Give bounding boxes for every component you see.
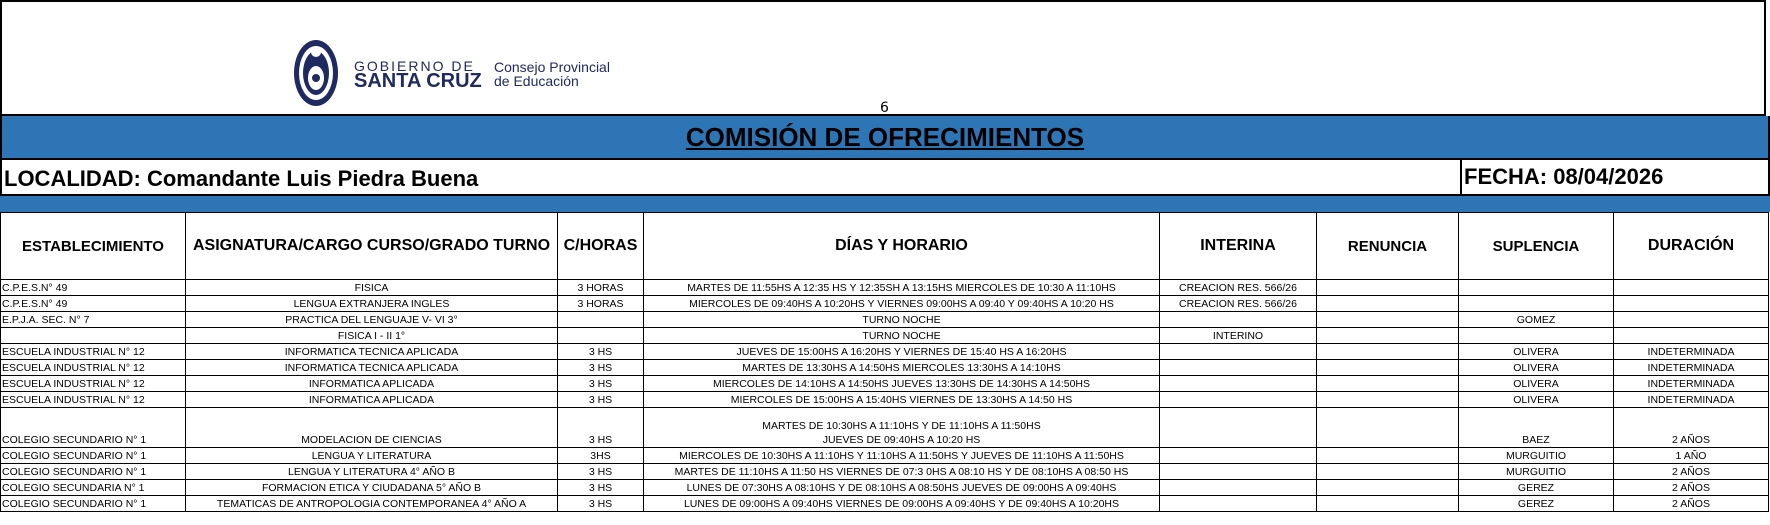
col-suplencia: SUPLENCIA: [1459, 213, 1614, 280]
cell-suplencia: BAEZ: [1459, 408, 1614, 448]
cell-horas: [558, 312, 644, 328]
cell-horas: 3 HS: [558, 344, 644, 360]
cell-renuncia: [1317, 496, 1459, 512]
gobierno-text: GOBIERNO DE: [354, 58, 475, 74]
cell-suplencia: OLIVERA: [1459, 392, 1614, 408]
cell-renuncia: [1317, 464, 1459, 480]
cell-horas: 3 HORAS: [558, 280, 644, 296]
cell-horas: 3 HS: [558, 496, 644, 512]
cell-dias-horario: TURNO NOCHE: [644, 328, 1160, 344]
cell-dias-horario: MIERCOLES DE 15:00HS A 15:40HS VIERNES DE 13:30HS A 14:50 HS: [644, 392, 1160, 408]
cell-interina: [1160, 496, 1317, 512]
cell-interina: INTERINO: [1160, 328, 1317, 344]
cell-asignatura: MODELACION DE CIENCIAS: [186, 408, 558, 448]
cell-establecimiento: COLEGIO SECUNDARIO N° 1: [1, 464, 186, 480]
cell-renuncia: [1317, 448, 1459, 464]
fecha-cell: [1460, 160, 1770, 194]
cell-suplencia: GEREZ: [1459, 480, 1614, 496]
consejo-text: Consejo Provincial: [494, 59, 610, 75]
cell-duracion: [1614, 312, 1769, 328]
cell-interina: [1160, 464, 1317, 480]
cell-suplencia: GOMEZ: [1459, 312, 1614, 328]
cell-duracion: [1614, 280, 1769, 296]
cell-dias-horario: MIERCOLES DE 14:10HS A 14:50HS JUEVES 13:30HS DE 14:30HS A 14:50HS: [644, 376, 1160, 392]
cell-asignatura: INFORMATICA APLICADA: [186, 392, 558, 408]
cell-establecimiento: ESCUELA INDUSTRIAL N° 12: [1, 344, 186, 360]
table-row: [1, 408, 1769, 448]
cell-suplencia: OLIVERA: [1459, 344, 1614, 360]
cell-dias-horario: JUEVES DE 15:00HS A 16:20HS Y VIERNES DE 15:40 HS A 16:20HS: [644, 344, 1160, 360]
cell-establecimiento: E.P.J.A. SEC. N° 7: [1, 312, 186, 328]
cell-asignatura: PRACTICA DEL LENGUAJE V- VI 3°: [186, 312, 558, 328]
table-body: [1, 280, 1769, 512]
localidad-row: [0, 158, 1770, 196]
cell-horas: 3 HS: [558, 464, 644, 480]
cell-duracion: INDETERMINADA: [1614, 392, 1769, 408]
cell-dias-horario: MIERCOLES DE 10:30HS A 11:10HS Y 11:10HS A 11:50HS Y JUEVES DE 11:10HS A 11:50HS: [644, 448, 1160, 464]
cell-suplencia: OLIVERA: [1459, 376, 1614, 392]
fecha-label: FECHA: 08/04/2026: [1464, 164, 1664, 189]
cell-renuncia: [1317, 392, 1459, 408]
cell-horas: 3 HS: [558, 480, 644, 496]
cell-asignatura: INFORMATICA APLICADA: [186, 376, 558, 392]
col-interina: INTERINA: [1160, 213, 1317, 280]
cell-asignatura: INFORMATICA TECNICA APLICADA: [186, 344, 558, 360]
cell-asignatura: LENGUA Y LITERATURA 4° AÑO B: [186, 464, 558, 480]
cell-interina: [1160, 344, 1317, 360]
col-renuncia: RENUNCIA: [1317, 213, 1459, 280]
col-duracion: DURACIÓN: [1614, 213, 1769, 280]
cell-horas: 3 HS: [558, 360, 644, 376]
cell-duracion: 2 AÑOS: [1614, 496, 1769, 512]
cell-suplencia: MURGUITIO: [1459, 464, 1614, 480]
cell-dias-horario: LUNES DE 09:00HS A 09:40HS VIERNES DE 09:00HS A 09:40HS Y DE 09:40HS A 10:20HS: [644, 496, 1160, 512]
cell-establecimiento: COLEGIO SECUNDARIO N° 1: [1, 496, 186, 512]
col-horas: C/HORAS: [558, 213, 644, 280]
cell-horas: 3HS: [558, 448, 644, 464]
cell-interina: [1160, 360, 1317, 376]
title-bar: [0, 116, 1770, 158]
cell-interina: [1160, 408, 1317, 448]
cell-dias-horario: LUNES DE 07:30HS A 08:10HS Y DE 08:10HS A 08:50HS JUEVES DE 09:00HS A 09:40HS: [644, 480, 1160, 496]
table-row: [1, 480, 1769, 496]
cell-dias-horario: MARTES DE 11:10HS A 11:50 HS VIERNES DE 07:3 0HS A 08:10 HS Y DE 08:10HS A 08:50 HS: [644, 464, 1160, 480]
table-row: [1, 296, 1769, 312]
table-row: [1, 312, 1769, 328]
cell-asignatura: INFORMATICA TECNICA APLICADA: [186, 360, 558, 376]
cell-suplencia: GEREZ: [1459, 496, 1614, 512]
cell-suplencia: OLIVERA: [1459, 360, 1614, 376]
cell-dias-horario: MARTES DE 13:30HS A 14:50HS MIERCOLES 13:30HS A 14:10HS: [644, 360, 1160, 376]
cell-asignatura: TEMATICAS DE ANTROPOLOGIA CONTEMPORANEA 4° AÑO A: [186, 496, 558, 512]
cell-horas: 3 HS: [558, 376, 644, 392]
col-asignatura: ASIGNATURA/CARGO CURSO/GRADO TURNO: [186, 213, 558, 280]
cell-renuncia: [1317, 296, 1459, 312]
cell-duracion: INDETERMINADA: [1614, 360, 1769, 376]
cell-establecimiento: [1, 328, 186, 344]
separator-strip: [0, 196, 1770, 212]
cell-duracion: INDETERMINADA: [1614, 376, 1769, 392]
cell-renuncia: [1317, 312, 1459, 328]
cell-establecimiento: C.P.E.S.N° 49: [1, 280, 186, 296]
santa-cruz-text: SANTA CRUZ: [354, 70, 482, 92]
cell-asignatura: LENGUA EXTRANJERA INGLES: [186, 296, 558, 312]
col-establecimiento: ESTABLECIMIENTO: [1, 213, 186, 280]
cell-duracion: [1614, 328, 1769, 344]
cell-dias-horario: MARTES DE 10:30HS A 11:10HS Y DE 11:10HS A 11:50HS JUEVES DE 09:40HS A 10:20 HS: [644, 408, 1160, 448]
table-row: [1, 496, 1769, 512]
cell-duracion: 1 AÑO: [1614, 448, 1769, 464]
educacion-text: de Educación: [494, 73, 579, 89]
cell-renuncia: [1317, 408, 1459, 448]
table-row: [1, 344, 1769, 360]
cell-duracion: 2 AÑOS: [1614, 408, 1769, 448]
cell-dias-horario: MARTES DE 11:55HS A 12:35 HS Y 12:35SH A 13:15HS MIERCOLES DE 10:30 A 11:10HS: [644, 280, 1160, 296]
cell-establecimiento: COLEGIO SECUNDARIO N° 1: [1, 448, 186, 464]
col-dias-horario: DÍAS Y HORARIO: [644, 213, 1160, 280]
table-row: [1, 328, 1769, 344]
cell-renuncia: [1317, 280, 1459, 296]
table-row: [1, 464, 1769, 480]
cell-suplencia: [1459, 280, 1614, 296]
cell-duracion: 2 AÑOS: [1614, 480, 1769, 496]
cell-suplencia: MURGUITIO: [1459, 448, 1614, 464]
cell-renuncia: [1317, 344, 1459, 360]
cell-establecimiento: ESCUELA INDUSTRIAL N° 12: [1, 392, 186, 408]
cell-establecimiento: COLEGIO SECUNDARIO N° 1: [1, 408, 186, 448]
cell-interina: CREACION RES. 566/26: [1160, 296, 1317, 312]
cell-interina: [1160, 312, 1317, 328]
cell-horas: 3 HS: [558, 408, 644, 448]
page-number: 6: [880, 100, 889, 116]
table-row: [1, 360, 1769, 376]
table-row: [1, 376, 1769, 392]
cell-renuncia: [1317, 360, 1459, 376]
province-seal-logo: [292, 38, 340, 108]
cell-horas: 3 HS: [558, 392, 644, 408]
table-row: [1, 280, 1769, 296]
cell-interina: [1160, 480, 1317, 496]
cell-interina: [1160, 448, 1317, 464]
cell-duracion: [1614, 296, 1769, 312]
cell-establecimiento: COLEGIO SECUNDARIA N° 1: [1, 480, 186, 496]
cell-interina: [1160, 376, 1317, 392]
cell-interina: [1160, 392, 1317, 408]
cell-establecimiento: C.P.E.S.N° 49: [1, 296, 186, 312]
cell-asignatura: FORMACION ETICA Y CIUDADANA 5° AÑO B: [186, 480, 558, 496]
cell-establecimiento: ESCUELA INDUSTRIAL N° 12: [1, 360, 186, 376]
localidad-label: LOCALIDAD: Comandante Luis Piedra Buena: [4, 166, 479, 191]
table-header-row: [1, 213, 1769, 280]
cell-dias-horario: TURNO NOCHE: [644, 312, 1160, 328]
cell-interina: CREACION RES. 566/26: [1160, 280, 1317, 296]
letterhead: [0, 0, 1766, 116]
table-row: [1, 392, 1769, 408]
page-title: COMISIÓN DE OFRECIMIENTOS: [685, 122, 1085, 152]
cell-horas: [558, 328, 644, 344]
cell-duracion: INDETERMINADA: [1614, 344, 1769, 360]
cell-renuncia: [1317, 328, 1459, 344]
cell-asignatura: FISICA I - II 1°: [186, 328, 558, 344]
cell-renuncia: [1317, 480, 1459, 496]
cell-renuncia: [1317, 376, 1459, 392]
cell-suplencia: [1459, 328, 1614, 344]
cell-dias-horario: MIERCOLES DE 09:40HS A 10:20HS Y VIERNES 09:00HS A 09:40 Y 09:40HS A 10:20 HS: [644, 296, 1160, 312]
cell-duracion: 2 AÑOS: [1614, 464, 1769, 480]
cell-horas: 3 HORAS: [558, 296, 644, 312]
cell-establecimiento: ESCUELA INDUSTRIAL N° 12: [1, 376, 186, 392]
offers-table: [0, 212, 1769, 512]
cell-asignatura: LENGUA Y LITERATURA: [186, 448, 558, 464]
table-row: [1, 448, 1769, 464]
cell-asignatura: FISICA: [186, 280, 558, 296]
cell-suplencia: [1459, 296, 1614, 312]
